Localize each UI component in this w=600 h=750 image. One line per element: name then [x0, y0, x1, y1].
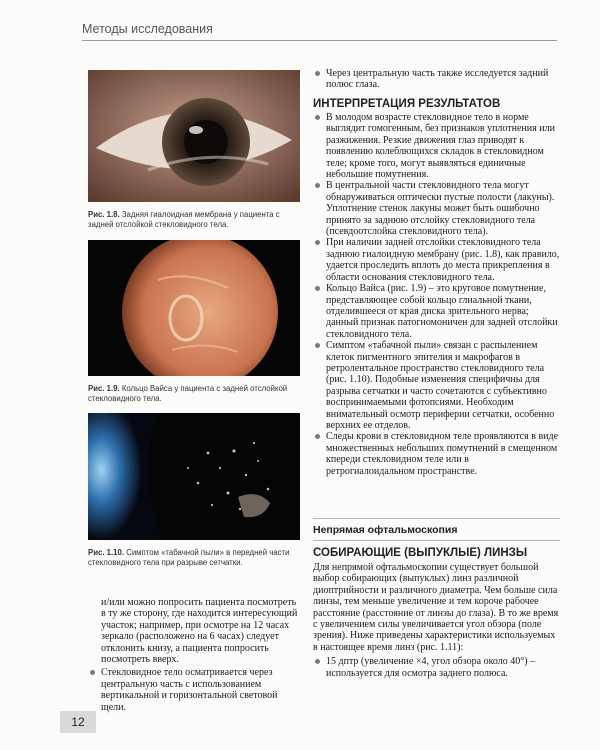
- bullet-icon: [315, 659, 320, 664]
- section-heading-indirect-ophthalmoscopy: Непрямая офтальмоскопия: [313, 524, 458, 536]
- list-item: [313, 112, 560, 180]
- caption-text: Симптом «табачной пыли» в передней части стекловидного тела при разрыве сетчатки.: [88, 548, 290, 567]
- list-item: [313, 340, 560, 431]
- bullet-text: Следы крови в стекловидном теле проявляются в виде множественных небольших помутнений в смещенном кпереди стекловидном теле или в ретрогиалоидальном пространстве.: [326, 431, 559, 477]
- left-column-text: [88, 597, 302, 713]
- bullet-text: Кольцо Вайса (рис. 1.9) – это круговое помутнение, представляющее собой кольцо глиальной ткани, отделившееся от края диска зрительного нерва; данный признак патогномоничен для задней отслойки стекловидного тела.: [326, 283, 558, 340]
- page-number: 12: [60, 711, 96, 733]
- figure-1-9-photo: [88, 240, 300, 376]
- figure-1-8-caption: [88, 210, 302, 230]
- bullet-icon: [315, 183, 320, 188]
- intro-bullet-block: [313, 68, 560, 91]
- list-item: [313, 656, 560, 679]
- bullet-text: В молодом возрасте стекловидное тело в норме выглядит гомогенным, без признаков уплотнения или разжижения. Резкие движения глаз приводят к появлению колеблющихся складок в стекловидном теле; кроме того, могут выявляться единичные небольшие помутнения.: [326, 112, 555, 181]
- caption-text: Задняя гиалоидная мембрана у пациента с задней отслойкой стекловидного тела.: [88, 210, 280, 229]
- bullet-icon: [315, 286, 320, 291]
- bullet-text: Симптом «табачной пыли» связан с распылением клеток пигментного эпителия и макрофагов в ретролентальное пространство стекловидного тела (рис. 1.10). Подобные изменения специфичны для разрыва сетчатки и часто сочетаются с субъективно воспринимаемыми фотопсиями. Необходим внимательный осмотр периферии сетчатки, особенно верхних ее отделов.: [326, 340, 555, 431]
- bullet-text: Через центральную часть также исследуется задний полюс глаза.: [326, 68, 549, 91]
- list-item: [313, 431, 560, 477]
- list-item: [313, 283, 560, 340]
- bullet-icon: [90, 670, 95, 675]
- figure-1-10-photo: [88, 413, 300, 540]
- bullet-icon: [315, 240, 320, 245]
- bullet-icon: [315, 71, 320, 76]
- bullet-text: При наличии задней отслойки стекловидного тела заднюю гиалоидную мембрану (рис. 1.8), как правило, удается проследить вплоть до места прикрепления в области основания стекловидного тела.: [326, 237, 560, 283]
- caption-label: Рис. 1.10.: [88, 548, 125, 557]
- caption-text: Кольцо Вайса у пациента с задней отслойкой стекловидного тела.: [88, 384, 288, 403]
- bullet-text: В центральной части стекловидного тела могут обнаруживаться оптически пустые полости (лакуны). Уплотнение стенок лакуны может быть ошибочно принято за заднюю отслойку стекловидного тела (псевдоотслойка стекловидного тела).: [326, 180, 555, 238]
- list-item: [313, 237, 560, 283]
- list-item: [88, 667, 302, 713]
- section-rule: [313, 540, 560, 541]
- lenses-block: [313, 562, 560, 679]
- caption-label: Рис. 1.9.: [88, 384, 120, 393]
- bullet-icon: [315, 434, 320, 439]
- section-rule: [313, 518, 560, 519]
- caption-label: Рис. 1.8.: [88, 210, 120, 219]
- list-item: [313, 68, 560, 91]
- header-rule: [82, 40, 557, 41]
- bullet-text: 15 дптр (увеличение ×4, угол обзора около 40°) – используется для осмотра заднего полюса.: [326, 656, 536, 679]
- bullet-text: Стекловидное тело осматривается через центральную часть с использованием вертикальной и горизонтальной световой щели.: [101, 667, 278, 713]
- interpretation-list: [313, 112, 560, 477]
- list-item: [313, 180, 560, 237]
- section-heading-lenses: СОБИРАЮЩИЕ (ВЫПУКЛЫЕ) ЛИНЗЫ: [313, 547, 528, 559]
- bullet-icon: [315, 115, 320, 120]
- continuation-paragraph: и/или можно попросить пациента посмотреть в ту же сторону, где находится интересующий участок; например, при осмотре на 12 часах зеркало (расположено на 6 часах) следует отклонить книзу, а пациента попросить посмотреть вверх.: [101, 597, 298, 666]
- lenses-paragraph: Для непрямой офтальмоскопии существует большой выбор собирающих (выпуклых) линз различной диоптрийности и различного диаметра. Чем больше сила линзы, тем меньше увеличение и тем короче рабочее расстояние (расстояние от линзы до глаза). В то же время с увеличением силы увеличивается угол обзора (поле зрения). Ниже приведены характеристики используемых в настоящее время линз (рис. 1.11):: [313, 562, 559, 653]
- bullet-icon: [315, 343, 320, 348]
- running-header: Методы исследования: [82, 22, 213, 36]
- figure-1-9-caption: [88, 384, 302, 404]
- figure-1-10-caption: [88, 548, 302, 568]
- section-heading-interpretation: ИНТЕРПРЕТАЦИЯ РЕЗУЛЬТАТОВ: [313, 98, 501, 110]
- figure-1-8-photo: [88, 70, 300, 202]
